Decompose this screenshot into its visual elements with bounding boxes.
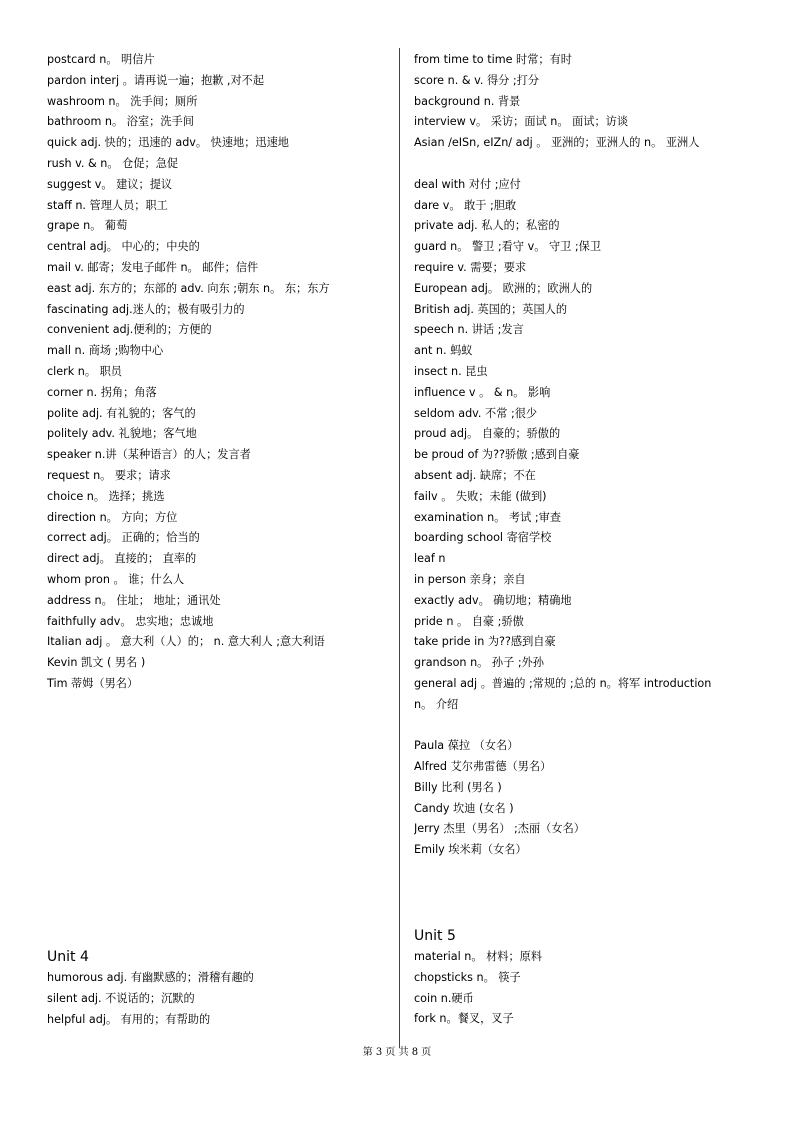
column-divider (399, 48, 400, 1048)
vocab-entry: faithfully adv。 忠实地；忠诚地 (47, 614, 214, 628)
vocab-entry: Alfred 艾尔弗雷德（男名） (414, 760, 552, 774)
vocab-entry: humorous adj. 有幽默感的；滑稽有趣的 (47, 971, 254, 984)
vocab-entry: rush v. & n。 仓促；急促 (47, 156, 179, 170)
vocab-entry: examination n。 考试 ;审查 (414, 510, 562, 524)
unit-5-section (414, 925, 759, 1030)
vocab-entry: central adj。 中心的；中央的 (47, 240, 200, 254)
vocab-entry: mail v. 邮寄；发电子邮件 n。 邮件；信件 (47, 260, 259, 274)
right-column (414, 50, 759, 1026)
unit-4-section (47, 946, 392, 1030)
vocab-list-right-c (414, 736, 759, 861)
vocab-entry: ant n. 蚂蚁 (414, 344, 473, 358)
vocab-entry: deal with 对付 ;应付 (414, 177, 521, 191)
vocab-entry: influence v 。 & n。 影响 (414, 385, 551, 399)
vocab-entry: require v. 需要；要求 (414, 260, 527, 274)
vocab-list-right-b (414, 175, 759, 716)
vocab-entry: correct adj。 正确的；恰当的 (47, 531, 200, 545)
unit-heading: Unit 4 (47, 949, 89, 965)
vocab-entry: European adj。 欧洲的；欧洲人的 (414, 281, 593, 295)
vocab-entry: clerk n。 职员 (47, 364, 122, 378)
vocab-entry: washroom n。 洗手间；厕所 (47, 94, 198, 108)
vocab-entry: private adj. 私人的；私密的 (414, 219, 560, 233)
vocab-entry: Tim 蒂姆（男名） (47, 676, 139, 690)
vocab-entry: whom pron 。 谁；什么人 (47, 572, 185, 586)
vocab-entry: Billy 比利 (男名 ) (414, 780, 502, 794)
vocab-entry: bathroom n。 浴室；洗手间 (47, 115, 194, 129)
vocab-entry: suggest v。 建议；提议 (47, 177, 173, 191)
vocab-list-left (47, 50, 392, 695)
page-number-footer: 第 3 页 共 8 页 (362, 1047, 432, 1058)
vocab-entry: quick adj. 快的；迅速的 adv。 快速地；迅速地 (47, 136, 289, 150)
vocab-entry: direction n。 方向；方位 (47, 510, 178, 524)
spacer (414, 716, 759, 737)
vocab-entry: choice n。 选择；挑选 (47, 489, 165, 503)
vocab-entry: postcard n。 明信片 (47, 53, 155, 66)
vocab-list-right-a (414, 50, 759, 154)
vocab-entry: n。 介绍 (414, 697, 459, 711)
vocab-entry: helpful adj。 有用的；有帮助的 (47, 1012, 211, 1026)
vocab-entry: seldom adv. 不常 ;很少 (414, 406, 538, 420)
left-column (47, 50, 392, 1026)
vocab-entry: mall n. 商场 ;购物中心 (47, 344, 164, 358)
vocab-entry: exactly adv。 确切地；精确地 (414, 593, 572, 607)
vocab-entry: Candy 坎迪 (女名 ) (414, 801, 514, 815)
vocab-entry: pride n 。 自豪 ;骄傲 (414, 614, 524, 628)
vocab-entry: Asian /eISn, eIZn/ adj 。 亚洲的；亚洲人的 n。 亚洲人 (414, 136, 700, 150)
vocab-entry: Italian adj 。 意大利（人）的； n. 意大利人 ;意大利语 (47, 635, 325, 649)
vocab-entry: fork n。餐叉，叉子 (414, 1012, 514, 1026)
vocab-entry: material n。 材料；原料 (414, 950, 543, 963)
vocab-entry: Paula 葆拉 （女名） (414, 739, 519, 753)
vocab-entry: proud adj。 自豪的；骄傲的 (414, 427, 561, 441)
vocab-entry: interview v。 采访；面试 n。 面试；访谈 (414, 115, 629, 129)
vocab-entry: politely adv. 礼貌地；客气地 (47, 427, 197, 441)
vocab-entry: chopsticks n。 筷子 (414, 970, 521, 984)
vocab-entry: Emily 埃米莉（女名） (414, 843, 527, 857)
vocab-entry: grape n。 葡萄 (47, 219, 128, 233)
unit-heading: Unit 5 (414, 928, 456, 944)
vocab-entry: from time to time 时常；有时 (414, 53, 572, 66)
vocab-entry: failv 。 失败；未能 (做到) (414, 489, 547, 503)
vocab-entry: coin n.硬币 (414, 991, 474, 1005)
vocab-entry: speech n. 讲话 ;发言 (414, 323, 524, 337)
vocab-entry: general adj 。普遍的 ;常规的 ;总的 n。将军 introduction (414, 676, 712, 690)
vocab-entry: silent adj. 不说话的；沉默的 (47, 991, 195, 1005)
vocab-entry: boarding school 寄宿学校 (414, 531, 552, 545)
vocab-entry: British adj. 英国的；英国人的 (414, 302, 568, 316)
vocab-entry: corner n. 拐角；角落 (47, 385, 157, 399)
vocab-entry: grandson n。 孙子 ;外孙 (414, 656, 544, 670)
vocab-entry: leaf n (414, 552, 446, 566)
vocab-entry: be proud of 为??骄傲 ;感到自豪 (414, 448, 580, 462)
vocab-entry: pardon interj 。请再说一遍；抱歉 ,对不起 (47, 73, 265, 87)
vocab-entry: score n. & v. 得分 ;打分 (414, 73, 540, 87)
vocab-entry: convenient adj.便利的；方便的 (47, 323, 212, 337)
vocab-entry: take pride in 为??感到自豪 (414, 635, 556, 649)
vocab-entry: Jerry 杰里（男名） ;杰丽（女名） (414, 822, 585, 836)
vocab-entry: absent adj. 缺席；不在 (414, 468, 536, 482)
spacer (414, 154, 759, 175)
vocab-entry: request n。 要求；请求 (47, 468, 171, 482)
vocab-entry: direct adj。 直接的； 直率的 (47, 552, 197, 566)
vocab-entry: dare v。 敢于 ;胆敢 (414, 198, 517, 212)
vocab-entry: Kevin 凯文 ( 男名 ) (47, 656, 146, 670)
vocab-entry: speaker n.讲（某种语言）的人；发言者 (47, 448, 251, 462)
vocab-entry: fascinating adj.迷人的；极有吸引力的 (47, 302, 245, 316)
vocab-entry: guard n。 警卫 ;看守 v。 守卫 ;保卫 (414, 240, 602, 254)
vocab-entry: insect n. 昆虫 (414, 364, 488, 378)
vocab-entry: address n。 住址； 地址；通讯处 (47, 593, 221, 607)
vocab-entry: in person 亲身；亲自 (414, 572, 526, 586)
vocab-entry: polite adj. 有礼貌的；客气的 (47, 406, 196, 420)
vocab-entry: staff n. 管理人员；职工 (47, 198, 168, 212)
vocab-entry: background n. 背景 (414, 94, 521, 108)
vocab-entry: east adj. 东方的；东部的 adv. 向东 ;朝东 n。 东；东方 (47, 281, 330, 295)
